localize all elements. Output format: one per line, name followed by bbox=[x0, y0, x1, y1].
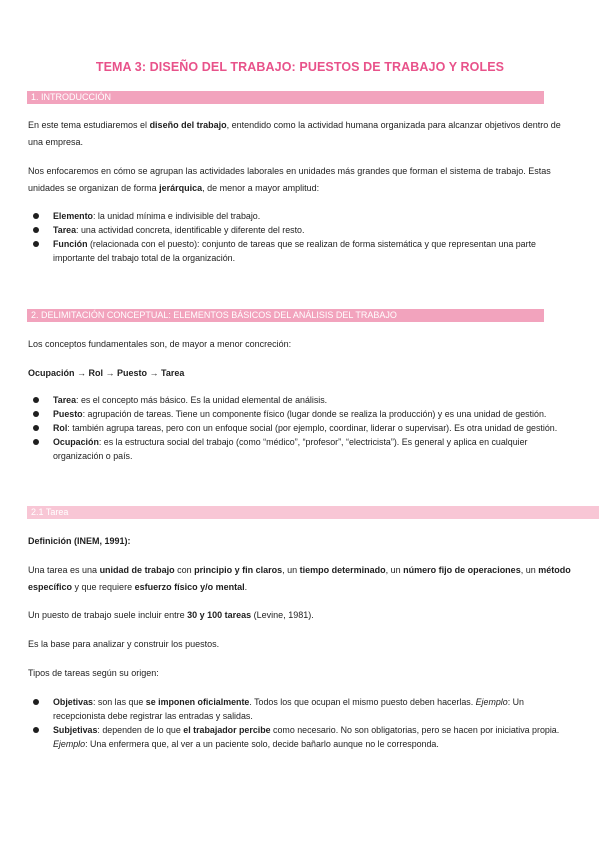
section-heading-introduccion: 1. INTRODUCCIÓN bbox=[27, 91, 544, 104]
list-item: Rol: también agrupa tareas, pero con un enfoque social (por ejemplo, coordinar, liderar o supervisar). Es otra unidad de gestión. bbox=[28, 421, 576, 435]
concept-hierarchy: Ocupación → Rol → Puesto → Tarea bbox=[28, 368, 185, 378]
bullet-icon bbox=[33, 411, 39, 417]
list-item: Objetivas: son las que se imponen oficialmente. Todos los que ocupan el mismo puesto deben hacerlas. Ejemplo: Un recepcionista debe registrar las entradas y salidas. bbox=[28, 695, 576, 723]
bullet-icon bbox=[33, 699, 39, 705]
list-item: Subjetivas: dependen de lo que el trabajador percibe como necesario. No son obligatorias, pero se hacen por iniciativa propia. Ejemplo: Una enfermera que, al ver a un paciente solo, decide bañarlo aunque no le corresponda. bbox=[28, 723, 576, 751]
concepts-list bbox=[28, 393, 576, 463]
definition-paragraph: Una tarea es una unidad de trabajo con principio y fin claros, un tiempo determinado, un número fijo de operaciones, un método específico y que requiere esfuerzo físico y/o mental. bbox=[28, 565, 571, 592]
puesto-tasks-paragraph: Un puesto de trabajo suele incluir entre 30 y 100 tareas (Levine, 1981). bbox=[28, 610, 314, 620]
intro-paragraph-2: Nos enfocaremos en cómo se agrupan las actividades laborales en unidades más grandes que forman el sistema de trabajo. Estas unidades se organizan de forma jerárquica, de menor a mayor amplitud: bbox=[28, 166, 551, 193]
bullet-icon bbox=[33, 397, 39, 403]
list-item: Elemento: la unidad mínima e indivisible del trabajo. bbox=[28, 209, 576, 223]
list-item: Puesto: agrupación de tareas. Tiene un componente físico (lugar donde se realiza la producción) y es una unidad de gestión. bbox=[28, 407, 576, 421]
bullet-icon bbox=[33, 241, 39, 247]
bullet-icon bbox=[33, 727, 39, 733]
intro-hierarchy-list bbox=[28, 209, 576, 265]
bullet-icon bbox=[33, 227, 39, 233]
definition-title: Definición (INEM, 1991): bbox=[28, 536, 131, 546]
list-item: Función (relacionada con el puesto): conjunto de tareas que se realizan de forma sistemática y que representan una parte importante del trabajo total de la organización. bbox=[28, 237, 576, 265]
list-item: Tarea: es el concepto más básico. Es la unidad elemental de análisis. bbox=[28, 393, 576, 407]
bullet-icon bbox=[33, 213, 39, 219]
list-item: Tarea: una actividad concreta, identificable y diferente del resto. bbox=[28, 223, 576, 237]
intro-paragraph-1: En este tema estudiaremos el diseño del trabajo, entendido como la actividad humana organizada para alcanzar objetivos dentro de una empresa. bbox=[28, 120, 561, 147]
page-title: TEMA 3: DISEÑO DEL TRABAJO: PUESTOS DE TRABAJO Y ROLES bbox=[95, 60, 505, 74]
section-heading-delimitacion: 2. DELIMITACIÓN CONCEPTUAL: ELEMENTOS BÁSICOS DEL ANÁLISIS DEL TRABAJO bbox=[27, 309, 544, 322]
base-paragraph: Es la base para analizar y construir los puestos. bbox=[28, 639, 220, 649]
tipos-paragraph: Tipos de tareas según su origen: bbox=[28, 668, 159, 678]
list-item: Ocupación: es la estructura social del trabajo (como “médico”, “profesor”, “electricista”). Es general y aplica en cualquier organización o país. bbox=[28, 435, 576, 463]
task-types-list bbox=[28, 695, 576, 751]
subsection-heading-tarea: 2.1 Tarea bbox=[27, 506, 599, 519]
delim-intro-paragraph: Los conceptos fundamentales son, de mayor a menor concreción: bbox=[28, 339, 292, 349]
bullet-icon bbox=[33, 425, 39, 431]
bullet-icon bbox=[33, 439, 39, 445]
